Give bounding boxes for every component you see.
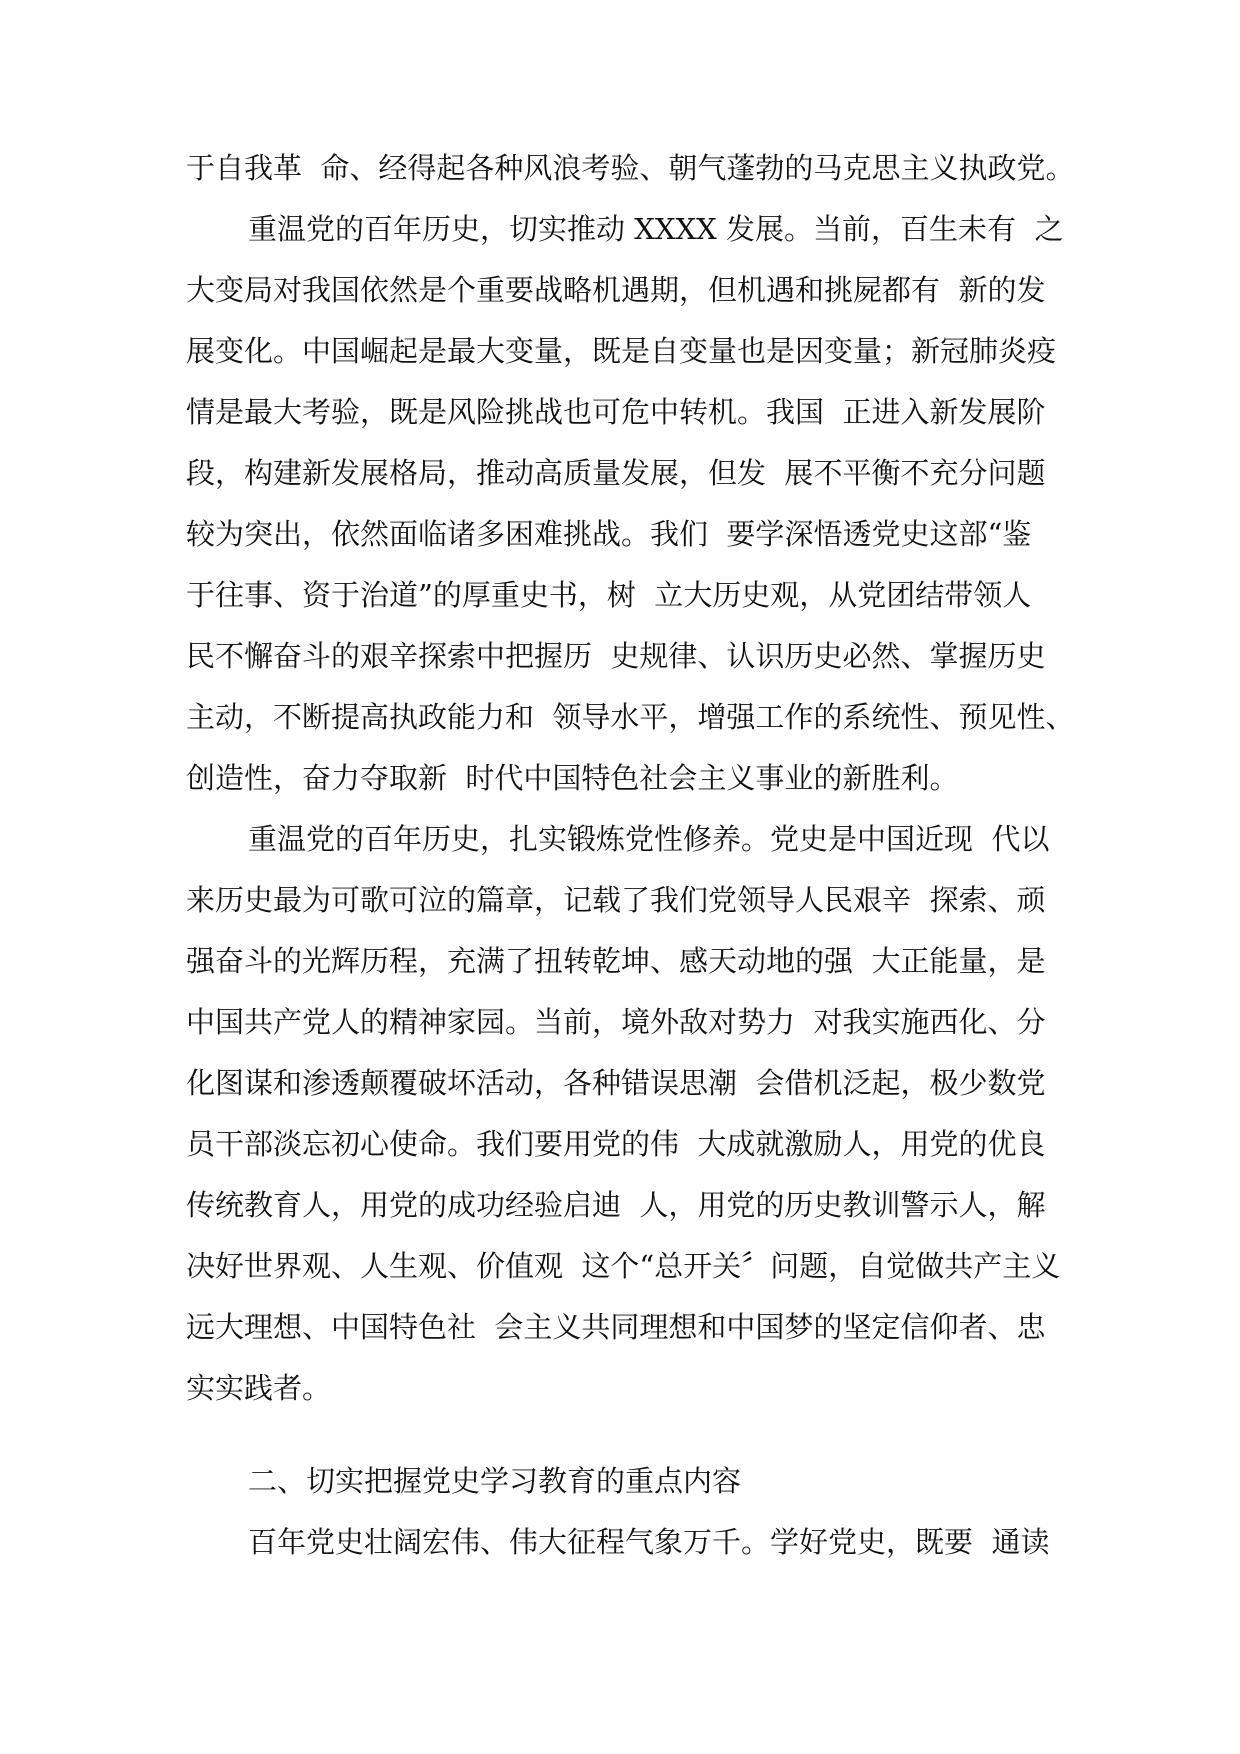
text-line: 创造性，奋力夺取新 时代中国特色社会主义事业的新胜利。 xyxy=(186,761,959,795)
text-line: 传统教育人，用党的成功经验启迪 人，用党的历史教训警示人，解 xyxy=(186,1188,1046,1222)
text-line: 大变局对我国依然是个重要战略机遇期，但机遇和挑屍都有 新的发 xyxy=(186,273,1046,307)
paragraph-start-line: 百年党史壮阔宏伟、伟大征程气象万千。学好党史，既要 通读 xyxy=(248,1525,1050,1559)
text-line: 中国共产党人的精神家园。当前，境外敌对势力 对我实施西化、分 xyxy=(186,1005,1046,1039)
text-line: 实实践者。 xyxy=(186,1371,332,1405)
text-line: 化图谋和渗透颠覆破坏活动，各种错误思潮 会借机泛起，极少数党 xyxy=(186,1066,1046,1100)
text-line: 于自我革 命、经得起各种风浪考验、朝气蓬勃的马克思主义执政党。 xyxy=(186,151,1075,185)
text-line: 民不懈奋斗的艰辛探索中把握历 史规律、认识历史必然、掌握历史 xyxy=(186,639,1046,673)
text-line: 员干部淡忘初心使命。我们要用党的伟 大成就激励人，用党的优良 xyxy=(186,1127,1046,1161)
text-line: 展变化。中国崛起是最大变量，既是自变量也是因变量；新冠肺炎疫 xyxy=(186,334,1057,368)
paragraph-start-line: 重温党的百年历史，切实推动 XXXX 发展。当前，百生未有 之 xyxy=(248,212,1064,246)
text-line: 主动，不断提高执政能力和 领导水平，增强工作的系统性、预见性、 xyxy=(186,700,1075,734)
text-line: 远大理想、中国特色社 会主义共同理想和中国梦的坚定信仰者、忠 xyxy=(186,1310,1046,1344)
text-line: 情是最大考验，既是风险挑战也可危中转机。我国 正进入新发展阶 xyxy=(186,395,1046,429)
section-gap xyxy=(186,1419,1066,1451)
text-line: 段，构建新发展格局，推动高质量发展，但发 展不平衡不充分问题 xyxy=(186,456,1046,490)
text-line: 决好世界观、人生观、价值观 这个“总开关〞问题，自觉做共产主义 xyxy=(186,1249,1061,1283)
section-heading: 二、切实把握党史学习教育的重点内容 xyxy=(248,1464,742,1498)
text-line: 于往事、资于治道”的厚重史书，树 立大历史观，从党团结带领人 xyxy=(186,578,1032,612)
text-line: 来历史最为可歌可泣的篇章，记载了我们党领导人民艰辛 探索、顽 xyxy=(186,883,1046,917)
document-body xyxy=(186,138,1075,1573)
text-line: 强奋斗的光辉历程，充满了扭转乾坤、感天动地的强 大正能量，是 xyxy=(186,944,1046,978)
paragraph-start-line: 重温党的百年历史，扎实锻炼党性修养。党史是中国近现 代以 xyxy=(248,822,1050,856)
text-line: 较为突出，依然面临诸多困难挑战。我们 要学深悟透党史这部“鉴 xyxy=(186,517,1032,551)
